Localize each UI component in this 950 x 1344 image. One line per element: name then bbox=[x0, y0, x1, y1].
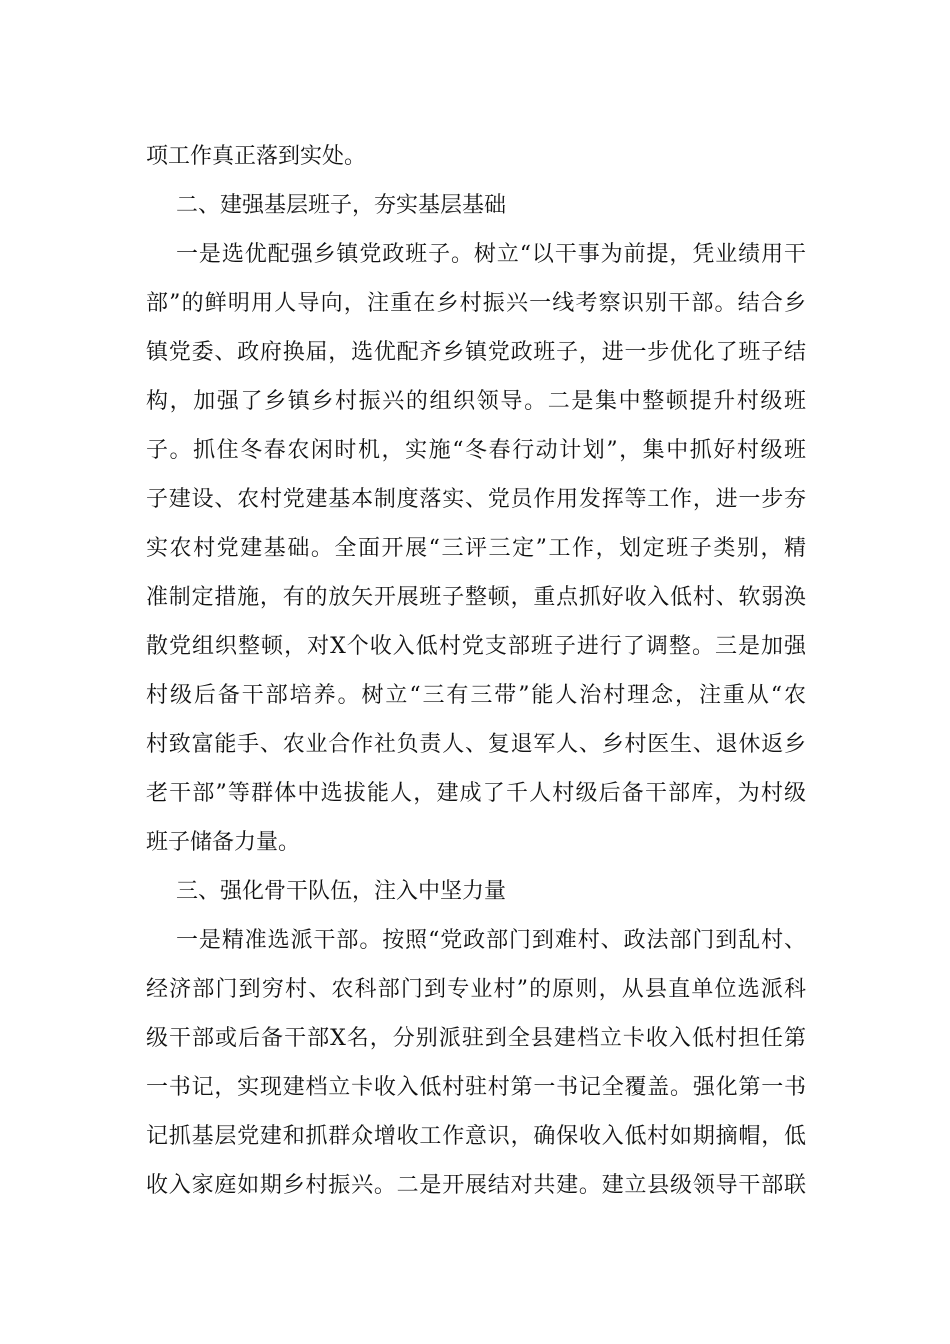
paragraph-line: 一是精准选派干部。按照“党政部门到难村、政法部门到乱村、 bbox=[176, 928, 806, 953]
paragraph-line: 准制定措施，有的放矢开展班子整顿，重点抓好收入低村、软弱涣 bbox=[146, 585, 806, 610]
paragraph-line: 老干部”等群体中选拔能人，建成了千人村级后备干部库，为村级 bbox=[146, 781, 806, 806]
paragraph-line: 收入家庭如期乡村振兴。二是开展结对共建。建立县级领导干部联 bbox=[146, 1173, 806, 1198]
paragraph-line: 记抓基层党建和抓群众增收工作意识，确保收入低村如期摘帽，低 bbox=[146, 1124, 806, 1149]
paragraph-line: 经济部门到穷村、农科部门到专业村”的原则，从县直单位选派科 bbox=[146, 977, 806, 1002]
paragraph-line: 部”的鲜明用人导向，注重在乡村振兴一线考察识别干部。结合乡 bbox=[146, 291, 806, 316]
section-heading: 二、建强基层班子，夯实基层基础 bbox=[176, 193, 507, 218]
paragraph-line: 一是选优配强乡镇党政班子。树立“以干事为前提，凭业绩用干 bbox=[176, 242, 806, 267]
section-heading: 三、强化骨干队伍，注入中坚力量 bbox=[176, 879, 507, 904]
paragraph-line: 构，加强了乡镇乡村振兴的组织领导。二是集中整顿提升村级班 bbox=[146, 389, 806, 414]
paragraph-line: 班子储备力量。 bbox=[146, 830, 301, 855]
paragraph-line: 项工作真正落到实处。 bbox=[146, 144, 367, 169]
paragraph-line: 实农村党建基础。全面开展“三评三定”工作，划定班子类别，精 bbox=[146, 536, 806, 561]
paragraph-line: 村级后备干部培养。树立“三有三带”能人治村理念，注重从“农 bbox=[146, 683, 806, 708]
paragraph-line: 镇党委、政府换届，选优配齐乡镇党政班子，进一步优化了班子结 bbox=[146, 340, 806, 365]
document-body bbox=[146, 132, 806, 1210]
paragraph-line: 村致富能手、农业合作社负责人、复退军人、乡村医生、退休返乡 bbox=[146, 732, 806, 757]
paragraph-line: 散党组织整顿，对X个收入低村党支部班子进行了调整。三是加强 bbox=[146, 634, 806, 659]
paragraph-line: 级干部或后备干部X名，分别派驻到全县建档立卡收入低村担任第 bbox=[146, 1026, 806, 1051]
paragraph-line: 子。抓住冬春农闲时机，实施“冬春行动计划”，集中抓好村级班 bbox=[146, 438, 806, 463]
paragraph-line: 子建设、农村党建基本制度落实、党员作用发挥等工作，进一步夯 bbox=[146, 487, 806, 512]
paragraph-line: 一书记，实现建档立卡收入低村驻村第一书记全覆盖。强化第一书 bbox=[146, 1075, 806, 1100]
